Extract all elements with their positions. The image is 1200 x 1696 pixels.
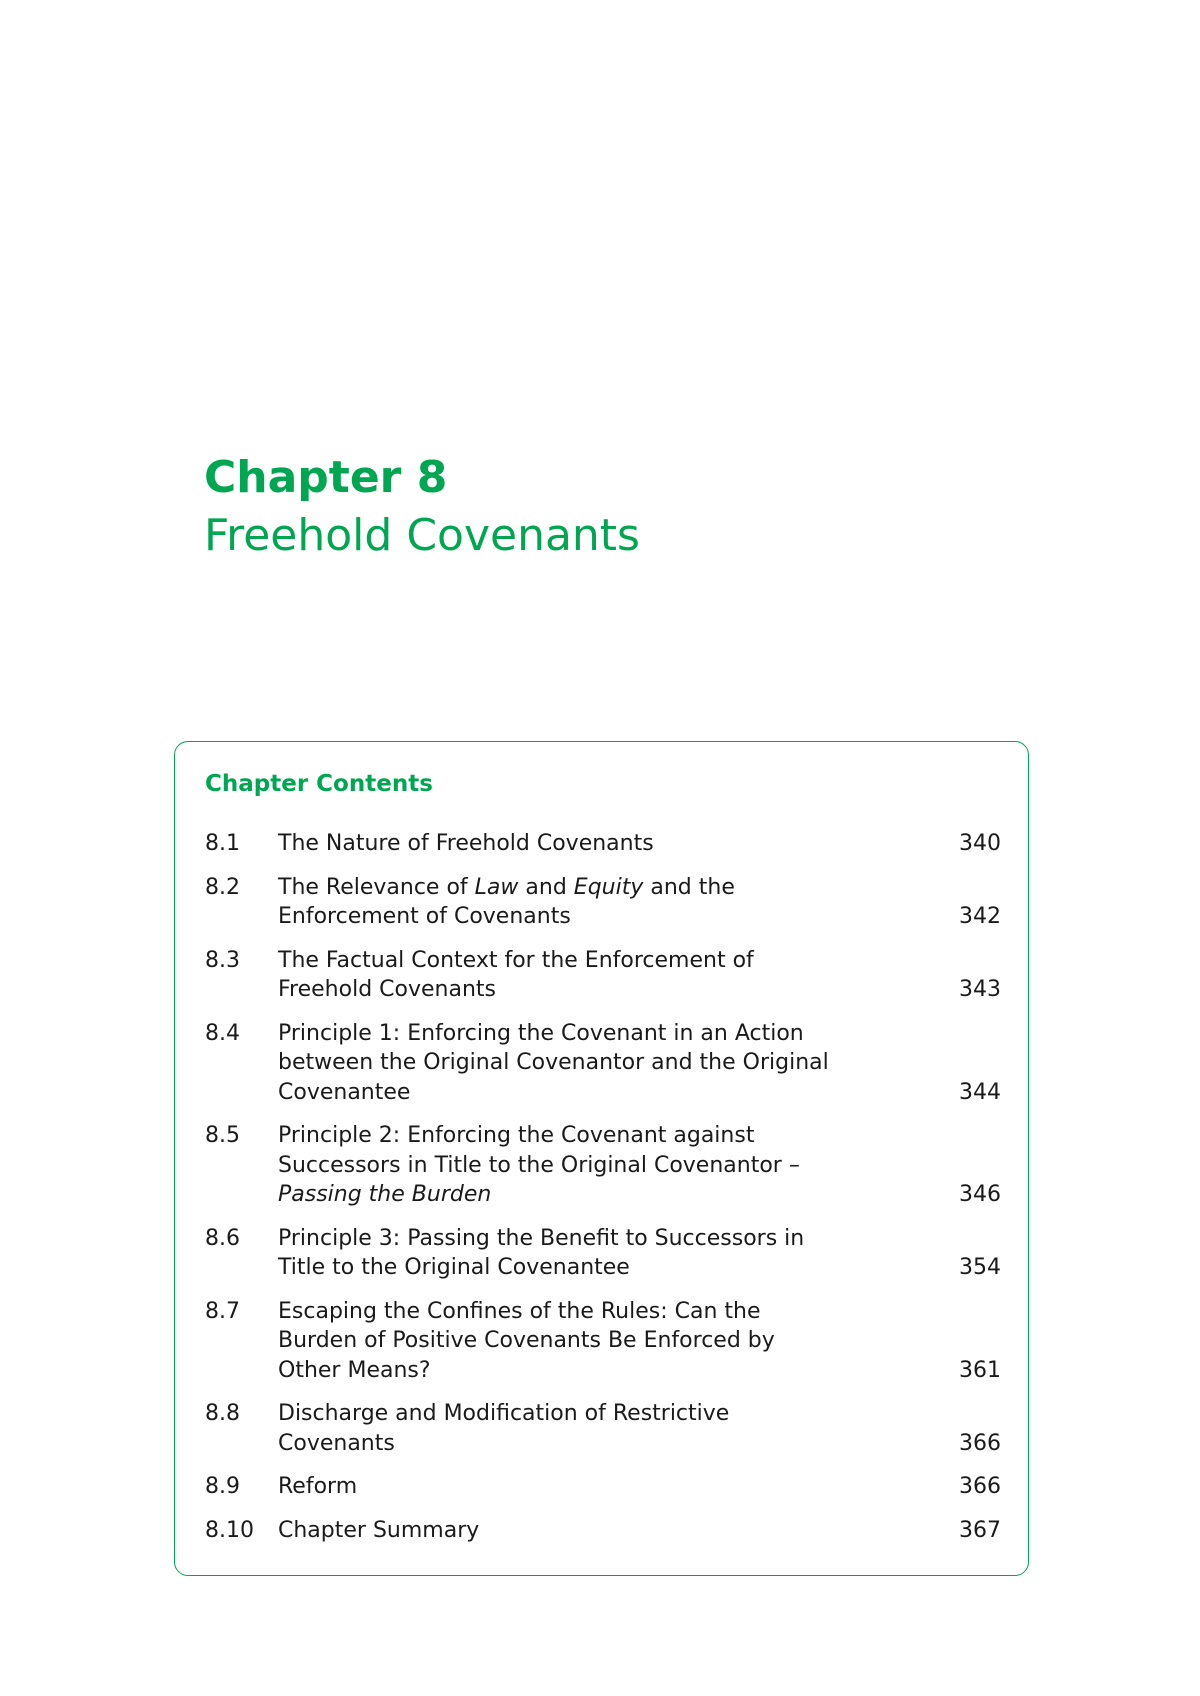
toc-entry-number: 8.6 (205, 1225, 240, 1251)
toc-entry-title-line: Principle 2: Enforcing the Covenant against (278, 1123, 755, 1148)
toc-entry-page: 344 (959, 1079, 1001, 1105)
toc-entry-number: 8.10 (205, 1517, 254, 1543)
chapter-title: Freehold Covenants (204, 510, 640, 561)
toc-entry[interactable] (205, 946, 1001, 1005)
toc-entry-title-line: Other Means? (278, 1357, 431, 1383)
chapter-contents-heading: Chapter Contents (205, 771, 433, 797)
toc-entry-title (278, 1399, 908, 1458)
toc-entry-title-line: Reform (278, 1474, 358, 1499)
toc-entry-title-line: Covenantee (278, 1079, 411, 1105)
toc-entry-page: 342 (959, 904, 1001, 929)
toc-entry-title-line: Principle 1: Enforcing the Covenant in an Action (278, 1020, 804, 1046)
chapter-heading (204, 452, 640, 562)
toc-entry-number: 8.1 (205, 831, 240, 856)
toc-entry-title (278, 1121, 908, 1210)
toc-entry-title-line: Discharge and Modification of Restrictive (278, 1401, 730, 1426)
toc-entry[interactable] (205, 873, 1001, 932)
toc-entry-title-line: Burden of Positive Covenants Be Enforced by (278, 1328, 775, 1353)
toc-entry[interactable] (205, 1019, 1001, 1108)
toc-entry[interactable] (205, 1472, 1001, 1502)
toc-entry-title-line: The Nature of Freehold Covenants (278, 831, 654, 856)
toc-entry-title (278, 829, 908, 859)
toc-entry-number: 8.4 (205, 1020, 240, 1046)
toc-entry-page: 343 (959, 977, 1001, 1002)
toc-entry-title-line: Freehold Covenants (278, 977, 496, 1002)
toc-entry-title-line: Principle 3: Passing the Benefit to Successors in (278, 1225, 805, 1251)
toc-text-fragment: and the (643, 874, 735, 900)
toc-entry-title (278, 1224, 908, 1283)
toc-entry-title (278, 1019, 908, 1108)
toc-entry-page: 354 (959, 1255, 1001, 1280)
toc-entry-title-line: Covenants (278, 1430, 395, 1456)
toc-entry-page: 346 (959, 1182, 1001, 1207)
toc-entry-page: 361 (959, 1357, 1001, 1383)
toc-entry-title (278, 1297, 908, 1386)
table-of-contents (205, 829, 1001, 1559)
toc-entry-title-line: Title to the Original Covenantee (278, 1255, 630, 1280)
toc-entry-title (278, 1516, 908, 1546)
toc-entry-number: 8.7 (205, 1298, 240, 1324)
toc-text-fragment: The Relevance of (278, 874, 475, 900)
toc-entry-number: 8.3 (205, 947, 240, 973)
toc-entry[interactable] (205, 1516, 1001, 1546)
toc-entry-title-line (278, 873, 908, 903)
toc-entry-number: 8.8 (205, 1401, 240, 1426)
toc-entry-title-line: Successors in Title to the Original Covenantor – (278, 1152, 800, 1178)
toc-italic-law: Law (474, 874, 519, 900)
chapter-label: Chapter 8 (204, 452, 448, 503)
toc-italic-passing-the-burden: Passing the Burden (278, 1182, 492, 1207)
toc-entry-page: 366 (959, 1430, 1001, 1456)
toc-text-fragment: and (518, 874, 574, 900)
toc-entry-number: 8.9 (205, 1474, 240, 1499)
toc-entry-page: 340 (959, 831, 1001, 856)
chapter-contents-box (174, 741, 1029, 1576)
toc-entry-page: 367 (959, 1517, 1001, 1543)
toc-entry-title-line: Escaping the Confines of the Rules: Can the (278, 1298, 761, 1324)
toc-entry-title (278, 1472, 908, 1502)
toc-entry[interactable] (205, 1224, 1001, 1283)
toc-entry[interactable] (205, 1121, 1001, 1210)
toc-entry-title-line: between the Original Covenantor and the Original (278, 1050, 829, 1075)
toc-italic-equity: Equity (573, 874, 644, 900)
toc-entry-title-line: Enforcement of Covenants (278, 904, 571, 929)
toc-entry[interactable] (205, 829, 1001, 859)
toc-entry-title-line: Chapter Summary (278, 1517, 480, 1543)
toc-entry-title (278, 873, 908, 932)
toc-entry-page: 366 (959, 1474, 1001, 1499)
toc-entry[interactable] (205, 1297, 1001, 1386)
toc-entry-title (278, 946, 908, 1005)
toc-entry-number: 8.5 (205, 1123, 240, 1148)
toc-entry-title-line: The Factual Context for the Enforcement of (278, 947, 754, 973)
toc-entry-number: 8.2 (205, 874, 240, 900)
toc-entry[interactable] (205, 1399, 1001, 1458)
